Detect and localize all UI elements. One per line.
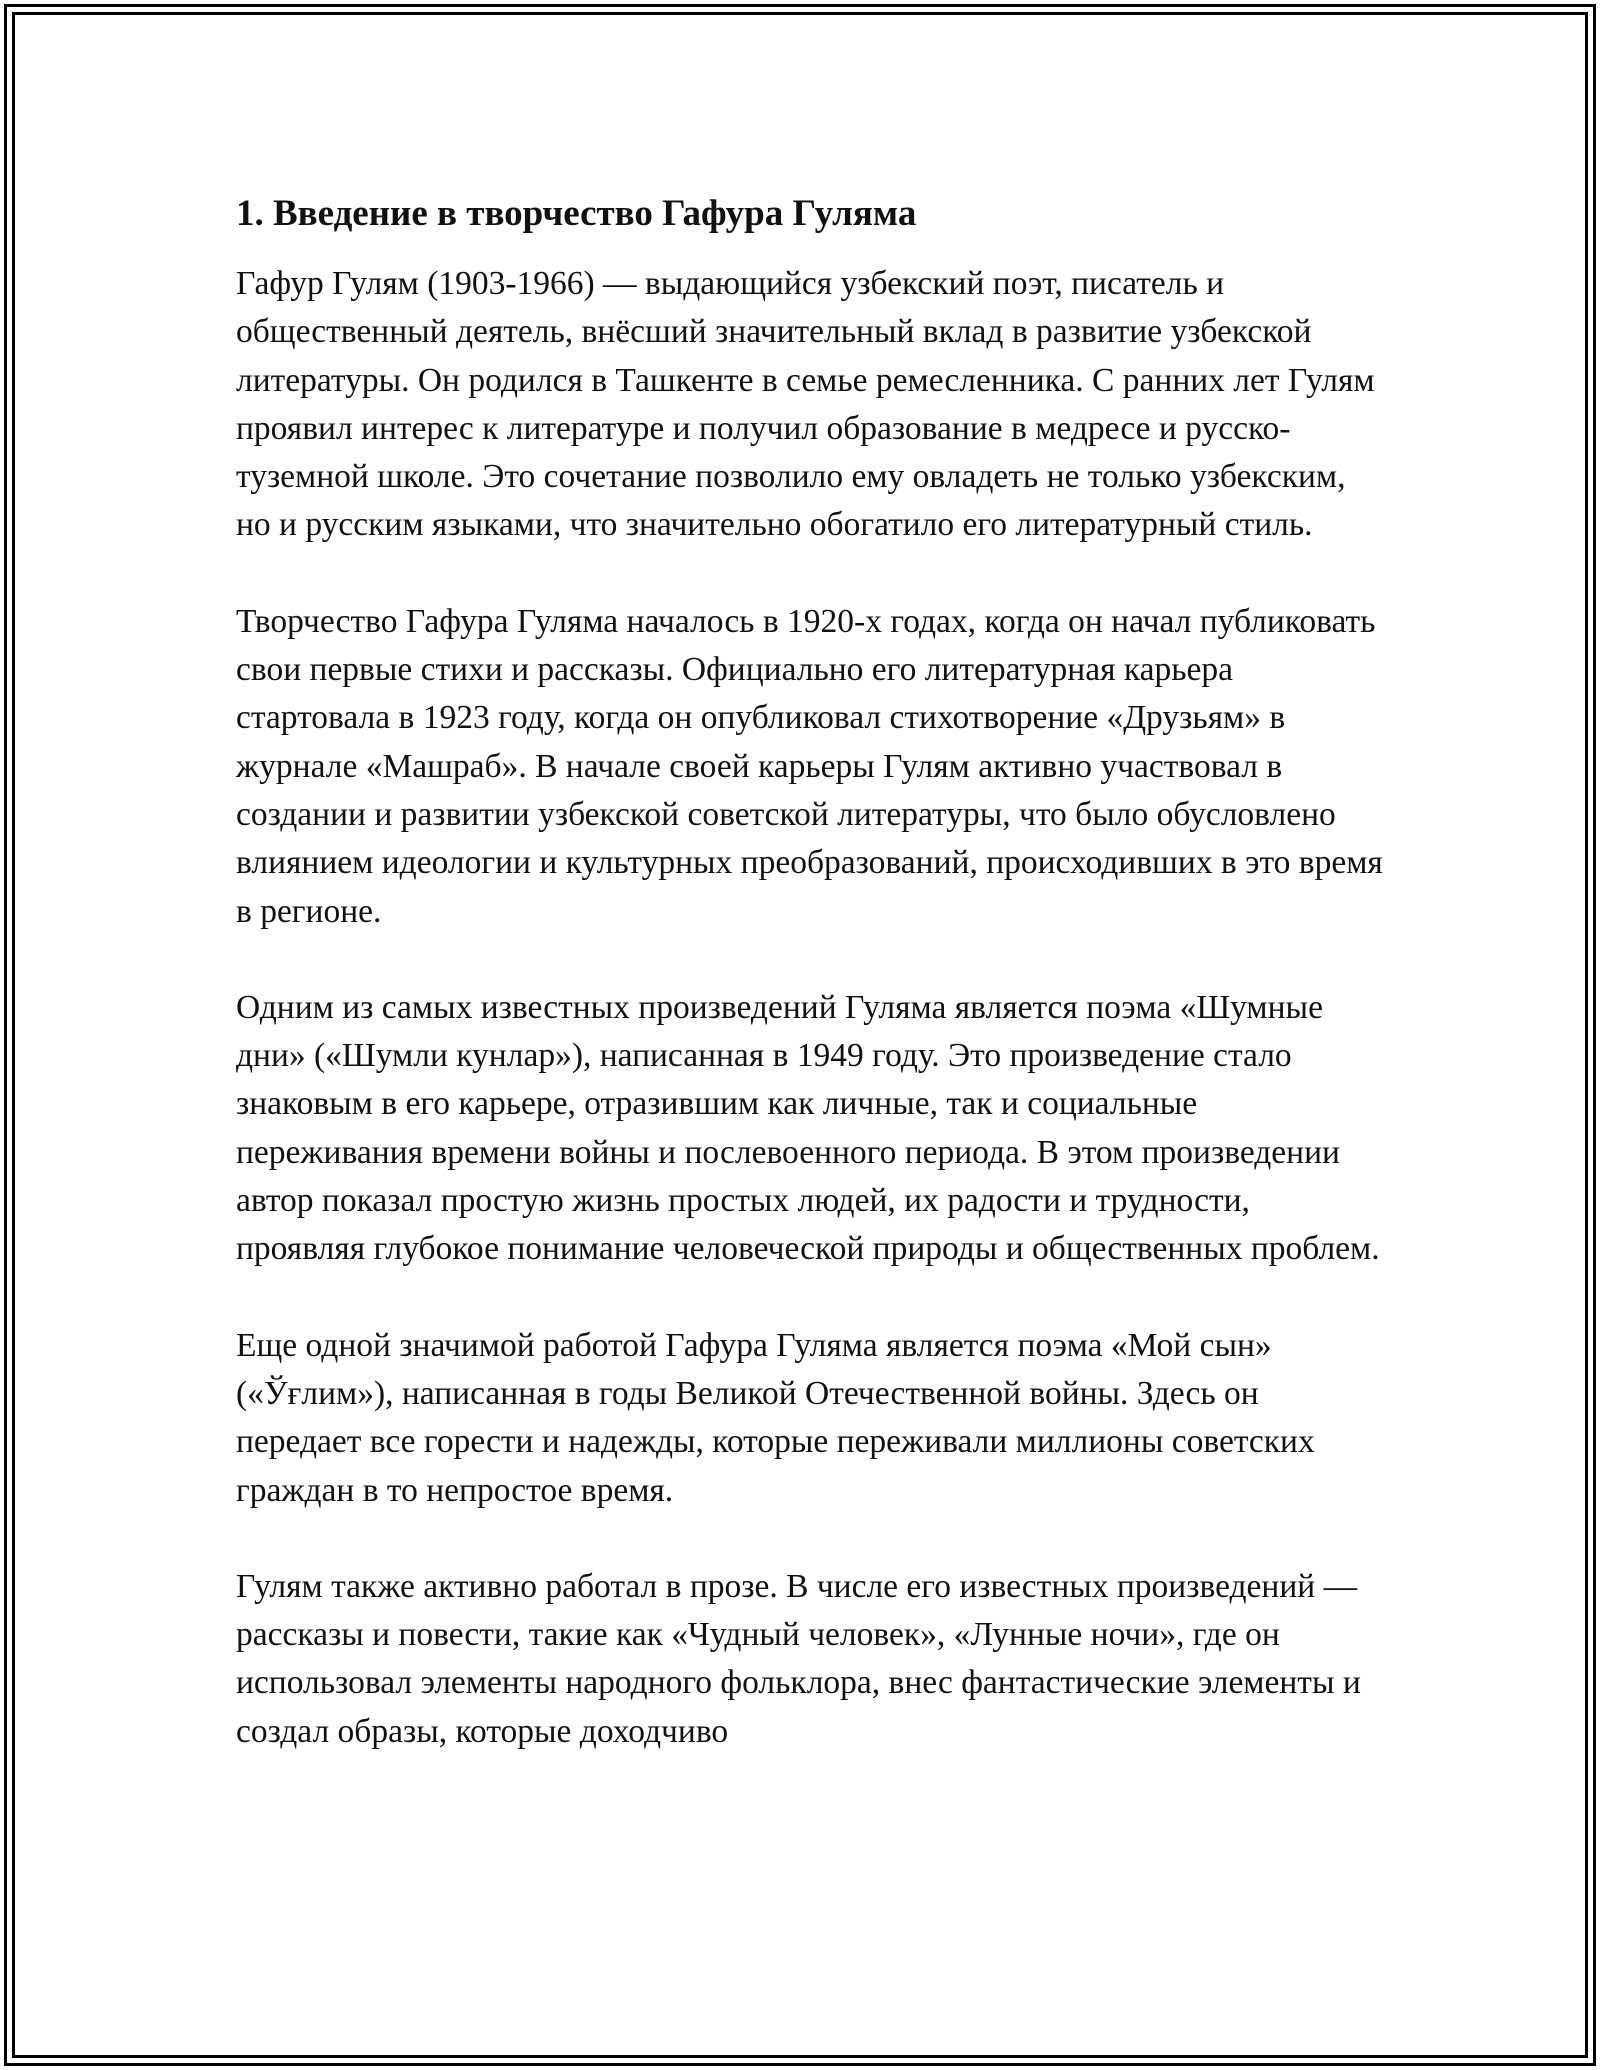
paragraph-5: Гулям также активно работал в прозе. В числе его известных произведений — рассказы и повести, такие как «Чудный человек», «Лунные ночи», где он использовал элементы народного фольклора, внес фантастические элементы и создал образы, которые доходчиво: [236, 1567, 1361, 1750]
document-body: [236, 186, 1386, 1756]
paragraph-3: Одним из самых известных произведений Гуляма является поэма «Шумные дни» («Шумли кунлар»), написанная в 1949 году. Это произведение стало знаковым в его карьере, отразившим как личные, так и социальные переживания времени войны и послевоенного периода. В этом произведении автор показал простую жизнь простых людей, их радости и трудности, проявляя глубокое понимание человеческой природы и общественных проблем.: [236, 988, 1380, 1268]
paragraph-1: Гафур Гулям (1903-1966) — выдающийся узбекский поэт, писатель и общественный деятель, внёсший значительный вклад в развитие узбекской литературы. Он родился в Ташкенте в семье ремесленника. С ранних лет Гулям проявил интерес к литературе и получил образование в медресе и русско-туземной школе. Это сочетание позволило ему овладеть не только узбекским, но и русским языками, что значительно обогатило его литературный стиль.: [236, 265, 1375, 544]
section-heading: 1. Введение в творчество Гафура Гуляма: [236, 193, 917, 234]
paragraph-4: Еще одной значимой работой Гафура Гуляма является поэма «Мой сын» («Ўғлим»), написанная в годы Великой Отечественной войны. Здесь он передает все горести и надежды, которые переживали миллионы советских граждан в то непростое время.: [236, 1326, 1315, 1509]
paragraph-2: Творчество Гафура Гуляма началось в 1920-х годах, когда он начал публиковать свои первые стихи и рассказы. Официально его литературная карьера стартовала в 1923 году, когда он опубликовал стихотворение «Друзьям» в журнале «Машраб». В начале своей карьеры Гулям активно участвовал в создании и развитии узбекской советской литературы, что было обусловлено влиянием идеологии и культурных преобразований, происходивших в это время в регионе.: [236, 602, 1383, 930]
